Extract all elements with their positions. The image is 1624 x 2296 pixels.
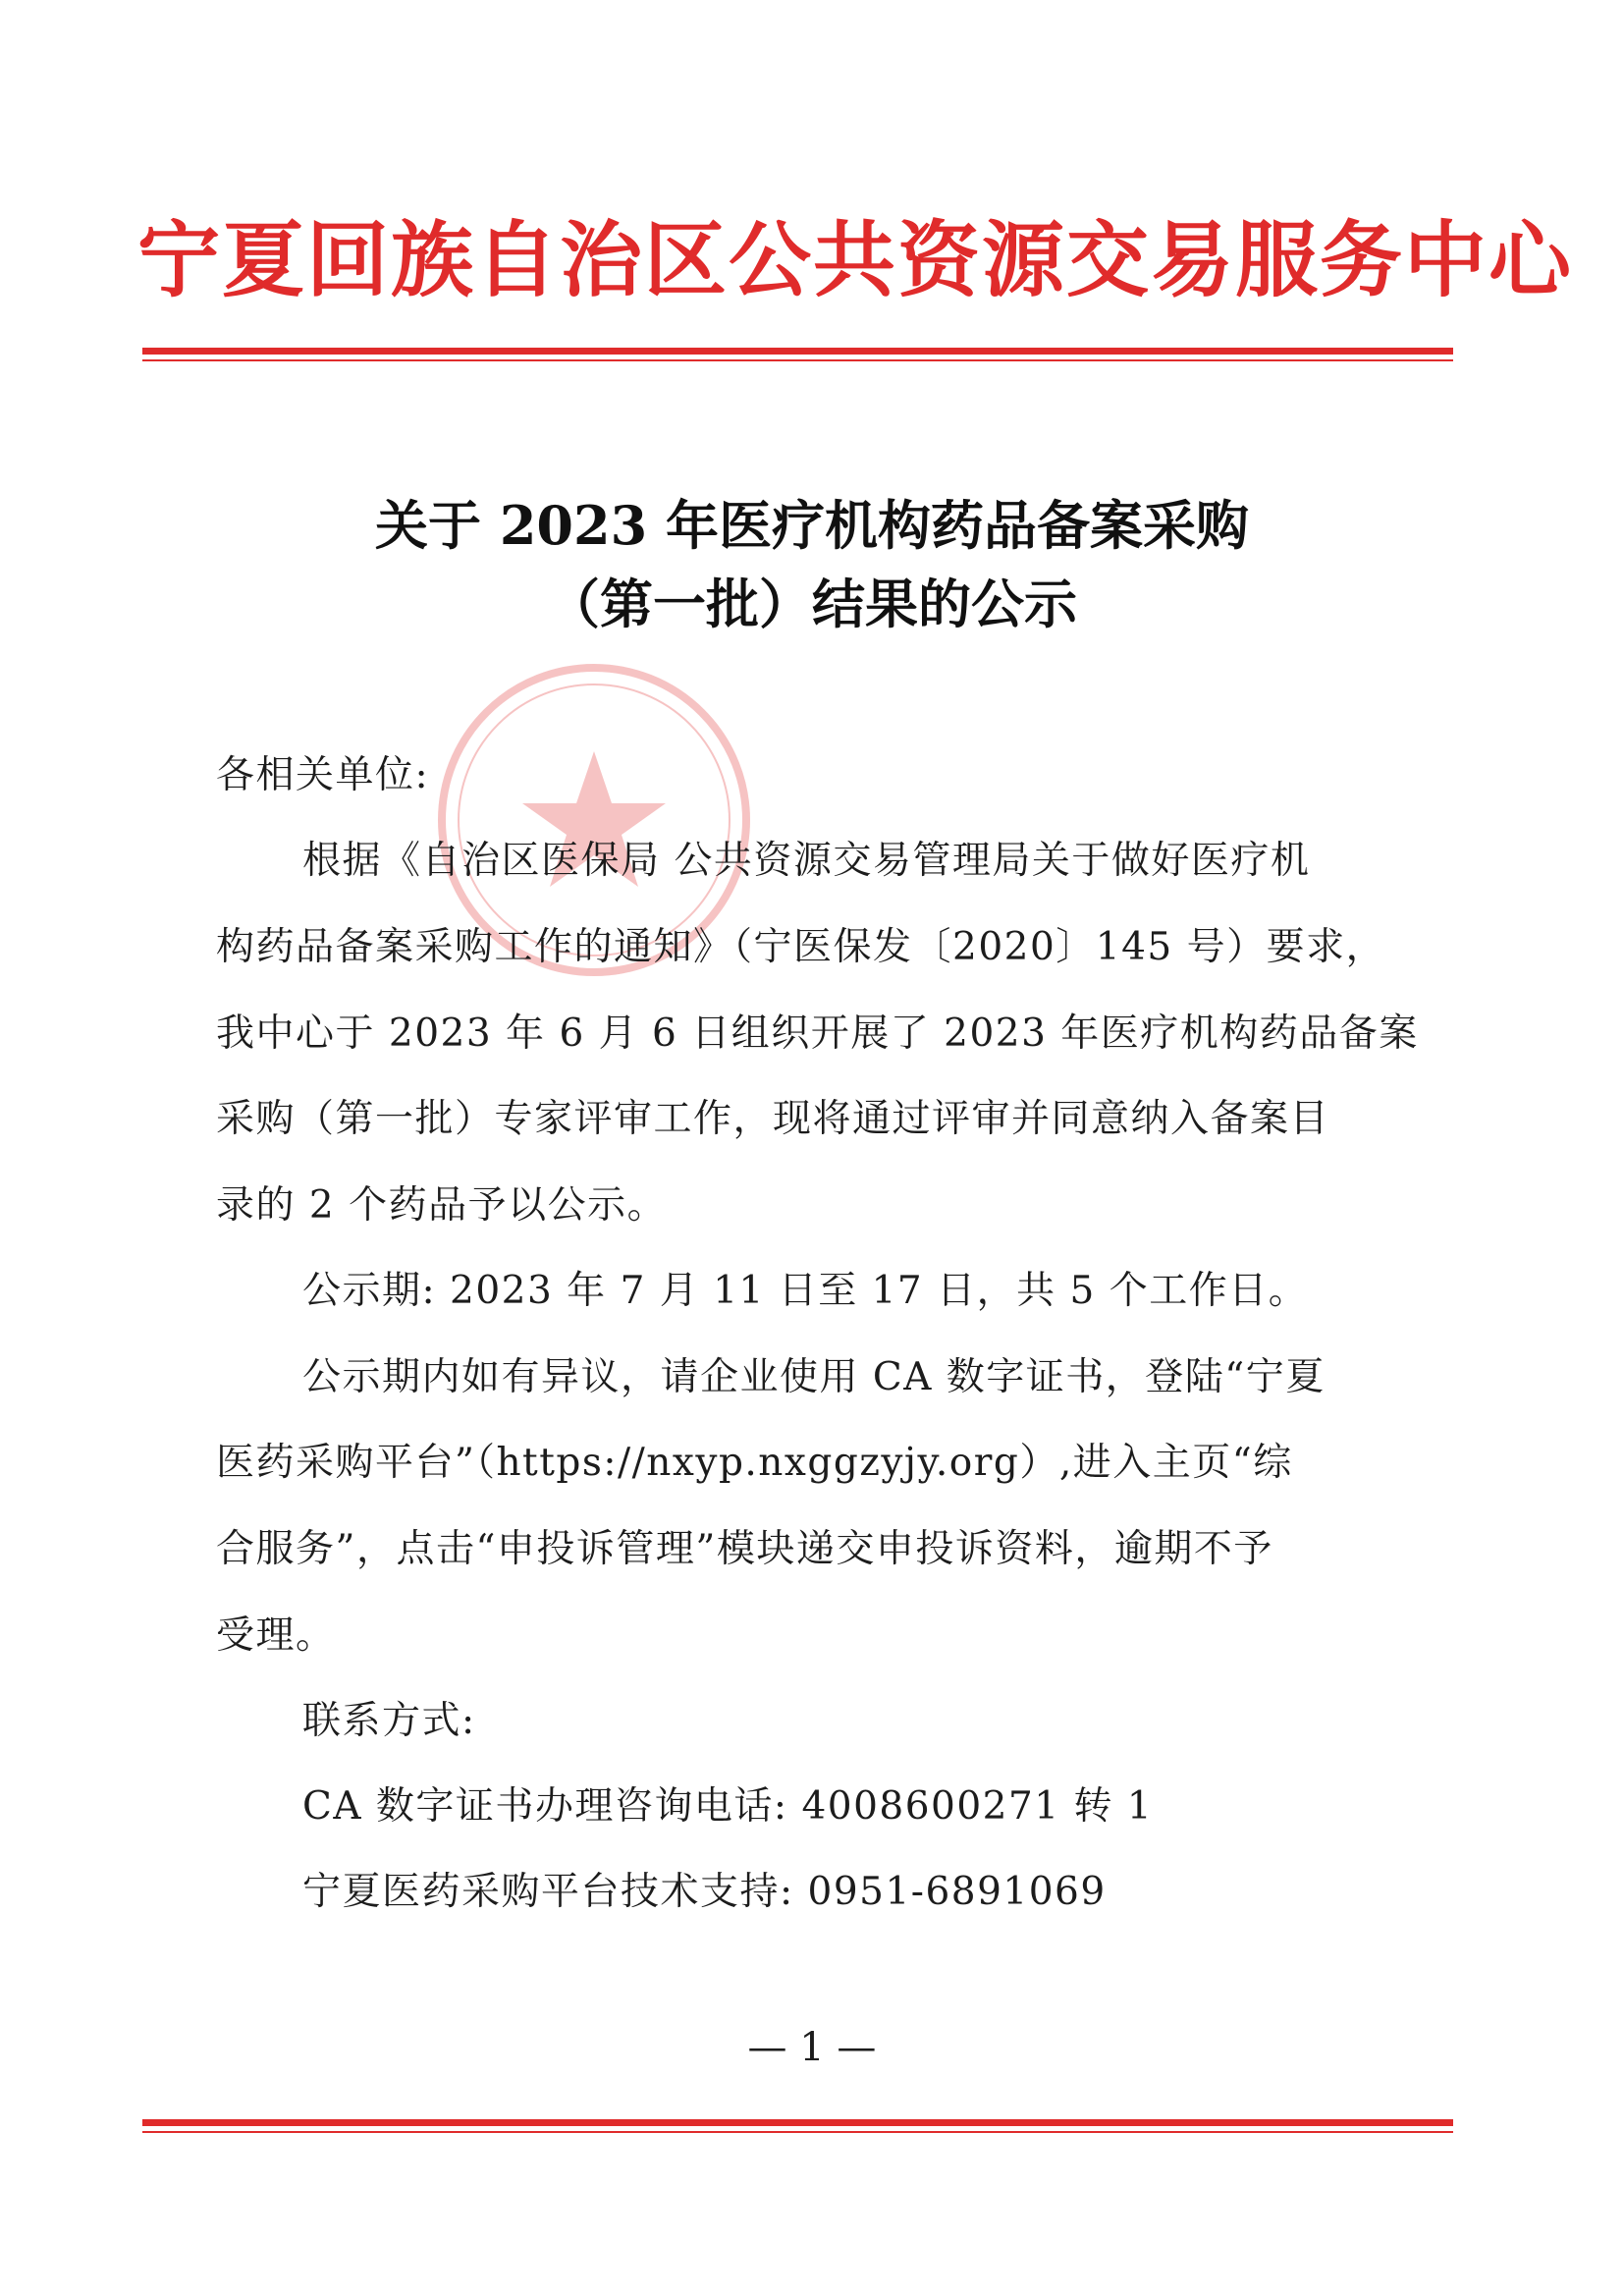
contact-ca-phone: CA 数字证书办理咨询电话: 4008600271 转 1 xyxy=(302,1784,1154,1829)
paragraph-3-line-1: 公示期内如有异议，请企业使用 CA 数字证书，登陆“宁夏 xyxy=(302,1355,1326,1399)
contact-label: 联系方式: xyxy=(302,1699,476,1743)
masthead-rule-thin xyxy=(142,359,1453,361)
footer-rule-thick xyxy=(142,2119,1453,2126)
masthead-org-name: 宁夏回族自治区公共资源交易服务中心 xyxy=(137,211,1574,308)
paragraph-publicity-period: 公示期: 2023 年 7 月 11 日至 17 日，共 5 个工作日。 xyxy=(302,1269,1309,1313)
paragraph-1-line-4: 采购（第一批）专家评审工作，现将通过评审并同意纳入备案目 xyxy=(216,1097,1330,1141)
paragraph-3-line-2: 医药采购平台”（https://nxyp.nxggzyjy.org）,进入主页“综 xyxy=(216,1441,1293,1485)
salutation: 各相关单位: xyxy=(216,753,430,797)
paragraph-1-line-3: 我中心于 2023 年 6 月 6 日组织开展了 2023 年医疗机构药品备案 xyxy=(216,1011,1419,1056)
masthead-rule-thick xyxy=(142,348,1453,355)
paragraph-3-line-4: 受理。 xyxy=(216,1613,336,1658)
paragraph-1-line-5: 录的 2 个药品予以公示。 xyxy=(216,1183,668,1228)
paragraph-3-line-3: 合服务”，点击“申投诉管理”模块递交申投诉资料，逾期不予 xyxy=(216,1527,1273,1571)
footer-rule-thin xyxy=(142,2131,1453,2133)
document-title-line-1: 关于 2023 年医疗机构药品备案采购 xyxy=(375,494,1249,557)
page-number: — 1 — xyxy=(747,2025,877,2070)
document-title-line-2: （第一批）结果的公示 xyxy=(547,573,1077,635)
paragraph-1-line-2: 构药品备案采购工作的通知》（宁医保发〔2020〕145 号）要求， xyxy=(216,925,1386,969)
contact-tech-support: 宁夏医药采购平台技术支持: 0951-6891069 xyxy=(302,1870,1107,1914)
paragraph-1-line-1: 根据《自治区医保局 公共资源交易管理局关于做好医疗机 xyxy=(302,839,1311,883)
